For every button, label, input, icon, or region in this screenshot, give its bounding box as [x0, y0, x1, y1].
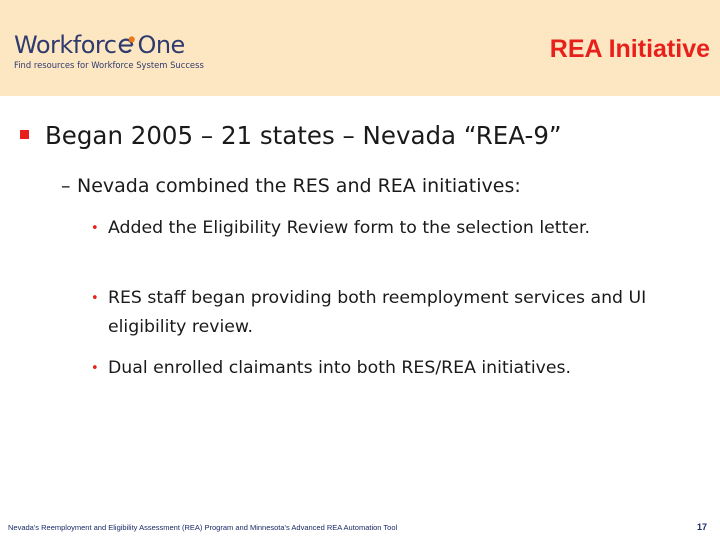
bullet-level1: [20, 118, 710, 154]
logo-wordmark: [14, 32, 204, 58]
logo-text-before: Workforc: [14, 31, 117, 59]
dot-bullet-icon: •: [91, 291, 99, 306]
dash-bullet-icon: –: [61, 175, 71, 197]
bullet-level3-text: Dual enrolled claimants into both RES/REA initiatives.: [108, 358, 572, 378]
slide-header: [0, 0, 720, 96]
bullet-level3-text: Added the Eligibility Review form to the selection letter.: [108, 218, 590, 238]
page-number: 17: [696, 522, 707, 532]
footer-text: Nevada's Reemployment and Eligibility Assessment (REA) Program and Minnesota's Advanced REA Automation Tool: [8, 523, 398, 532]
dot-bullet-icon: •: [91, 361, 99, 376]
logo-e3-icon: [117, 36, 136, 55]
square-bullet-icon: [20, 130, 29, 139]
bullet-level3-item: [91, 284, 651, 342]
bullet-level1-text: Began 2005 – 21 states – Nevada “REA-9”: [45, 121, 562, 150]
logo-tagline: Find resources for Workforce System Success: [14, 60, 204, 70]
workforce-one-logo: [14, 32, 204, 70]
bullet-level3-item: [91, 214, 651, 243]
bullet-level2: [61, 171, 711, 201]
bullet-level3-text: RES staff began providing both reemployment services and UI eligibility review.: [108, 288, 647, 337]
logo-text-after: One: [137, 31, 185, 59]
slide-title: REA Initiative: [549, 35, 710, 63]
bullet-level3-item: [91, 354, 651, 383]
bullet-level2-text: Nevada combined the RES and REA initiatives:: [77, 175, 521, 197]
dot-bullet-icon: •: [91, 221, 99, 236]
